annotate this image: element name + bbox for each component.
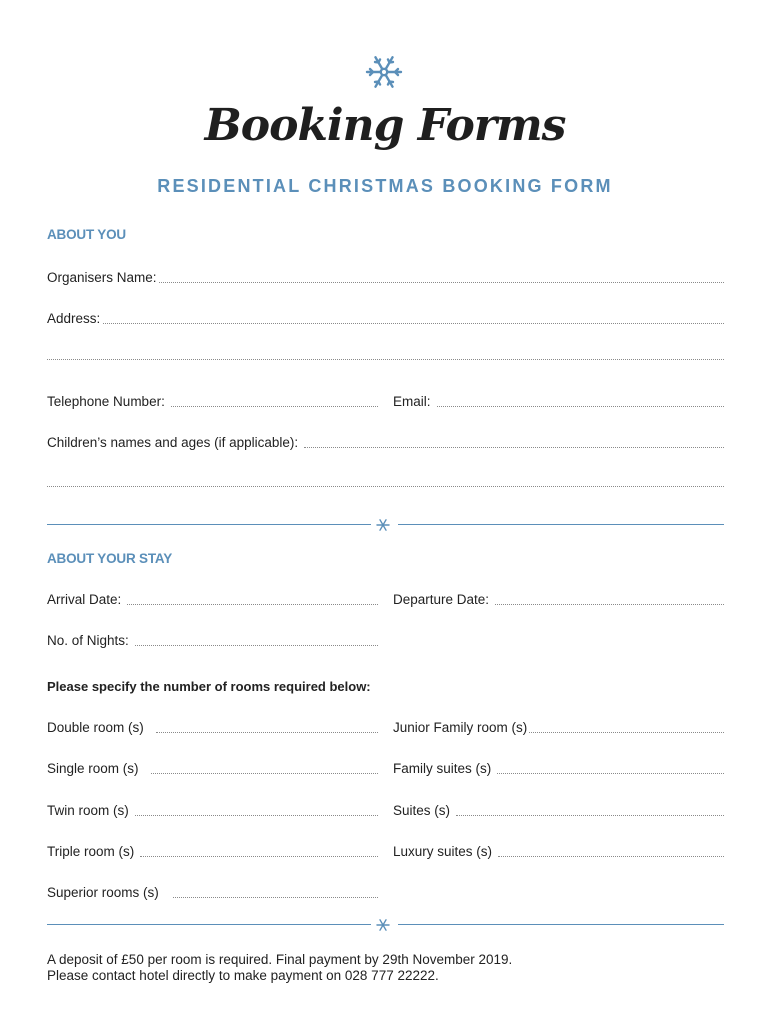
script-title: Booking Forms <box>204 100 566 151</box>
room-line[interactable] <box>456 814 724 816</box>
email-label: Email: <box>393 394 431 409</box>
room-line[interactable] <box>173 896 378 898</box>
arrival-date-field[interactable] <box>47 590 378 608</box>
luxury-suites-field[interactable] <box>393 842 724 860</box>
divider-line-left <box>47 924 371 925</box>
snowflake-divider-icon <box>376 918 390 932</box>
address-line-1[interactable] <box>103 322 724 324</box>
room-label: Superior rooms (s) <box>47 885 159 900</box>
section-heading-about-your-stay: ABOUT YOUR STAY <box>47 551 173 566</box>
nights-line[interactable] <box>135 644 378 646</box>
email-field[interactable] <box>393 392 724 410</box>
address-field[interactable] <box>47 309 724 327</box>
triple-room-field[interactable] <box>47 842 378 860</box>
room-label: Triple room (s) <box>47 844 135 859</box>
children-field[interactable] <box>47 433 724 451</box>
room-label: Luxury suites (s) <box>393 844 493 859</box>
room-line[interactable] <box>497 772 724 774</box>
room-label: Family suites (s) <box>393 761 492 776</box>
departure-date-line[interactable] <box>495 603 724 605</box>
room-line[interactable] <box>135 814 378 816</box>
departure-date-field[interactable] <box>393 590 724 608</box>
departure-date-label: Departure Date: <box>393 592 490 607</box>
room-line[interactable] <box>151 772 378 774</box>
address-line-2[interactable] <box>47 359 724 360</box>
room-label: Junior Family room (s) <box>393 720 528 735</box>
deposit-note-line-1: A deposit of £50 per room is required. Final payment by 29th November 2019. <box>47 952 513 967</box>
superior-room-field[interactable] <box>47 883 378 901</box>
arrival-date-label: Arrival Date: <box>47 592 122 607</box>
children-label: Children’s names and ages (if applicable): <box>47 435 299 450</box>
suites-field[interactable] <box>393 801 724 819</box>
telephone-field[interactable] <box>47 392 378 410</box>
snowflake-icon <box>365 55 403 89</box>
room-line[interactable] <box>140 855 378 857</box>
form-title: RESIDENTIAL CHRISTMAS BOOKING FORM <box>157 176 613 196</box>
room-label: Single room (s) <box>47 761 139 776</box>
room-label: Double room (s) <box>47 720 144 735</box>
divider-line-right <box>398 524 724 525</box>
arrival-date-line[interactable] <box>127 603 378 605</box>
section-divider <box>47 518 724 532</box>
double-room-field[interactable] <box>47 718 378 736</box>
room-label: Suites (s) <box>393 803 451 818</box>
single-room-field[interactable] <box>47 759 378 777</box>
organiser-name-field[interactable] <box>47 268 724 286</box>
room-line[interactable] <box>156 731 378 733</box>
deposit-note-line-2: Please contact hotel directly to make payment on 028 777 22222. <box>47 968 439 983</box>
twin-room-field[interactable] <box>47 801 378 819</box>
room-line[interactable] <box>498 855 724 857</box>
children-line-1[interactable] <box>304 446 724 448</box>
email-line[interactable] <box>437 405 724 407</box>
nights-field[interactable] <box>47 631 378 649</box>
organiser-name-line[interactable] <box>159 281 724 283</box>
children-line-2[interactable] <box>47 486 724 487</box>
deposit-note <box>47 952 512 984</box>
organiser-name-label: Organisers Name: <box>47 270 157 285</box>
nights-label: No. of Nights: <box>47 633 129 648</box>
telephone-line[interactable] <box>171 405 378 407</box>
divider-line-right <box>398 924 724 925</box>
section-divider <box>47 918 724 932</box>
junior-family-room-field[interactable] <box>393 718 724 736</box>
snowflake-divider-icon <box>376 518 390 532</box>
room-label: Twin room (s) <box>47 803 129 818</box>
room-line[interactable] <box>529 731 724 733</box>
telephone-label: Telephone Number: <box>47 394 165 409</box>
section-heading-about-you: ABOUT YOU <box>47 227 126 242</box>
divider-line-left <box>47 524 371 525</box>
rooms-instruction: Please specify the number of rooms required below: <box>47 679 371 694</box>
address-label: Address: <box>47 311 101 326</box>
family-suites-field[interactable] <box>393 759 724 777</box>
